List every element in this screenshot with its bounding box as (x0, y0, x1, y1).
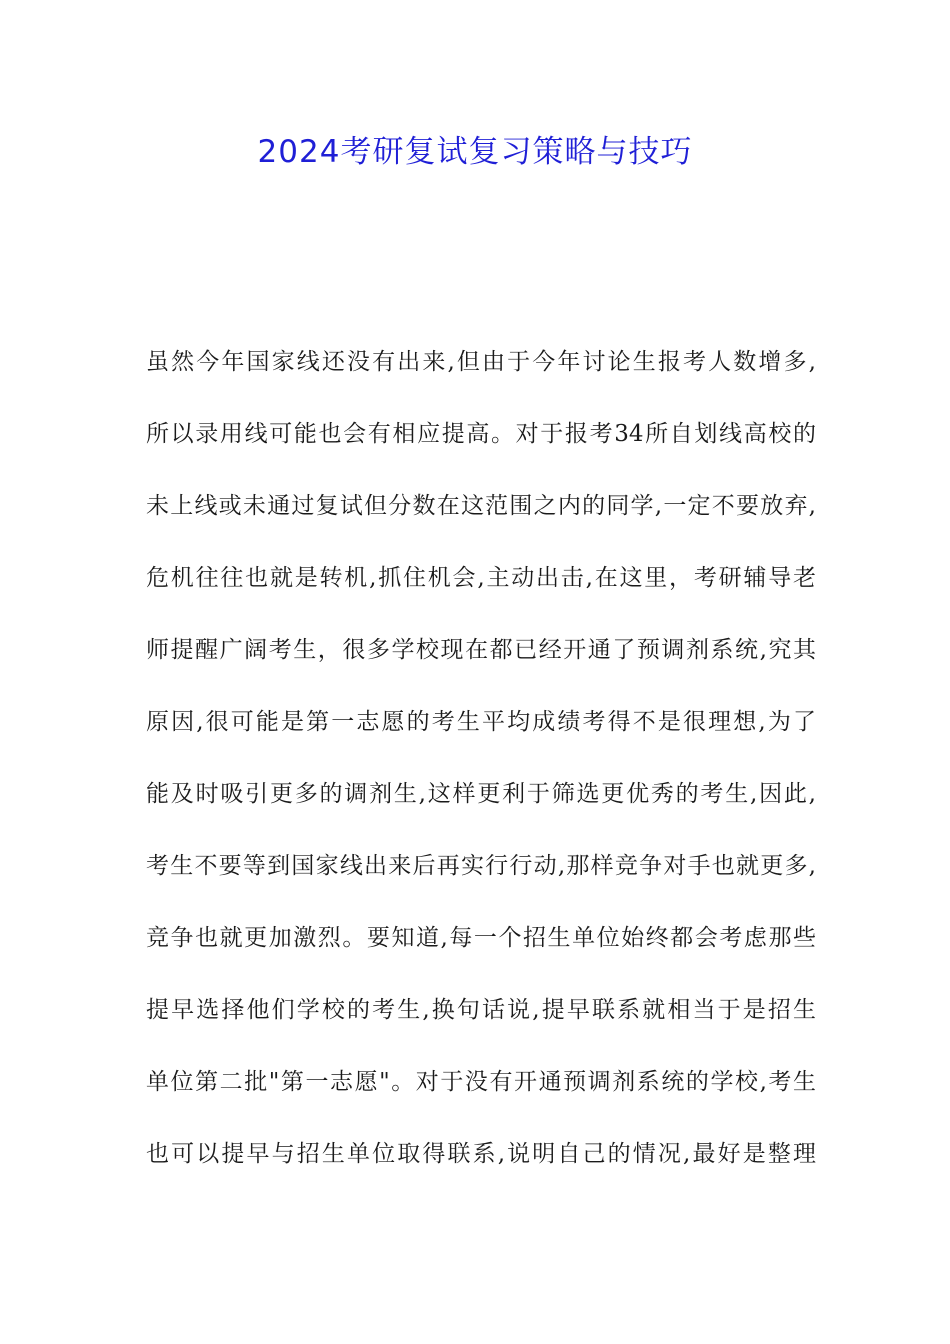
body-line: 危机往往也就是转机,抓住机会,主动出击,在这里，考研辅导老 (146, 565, 816, 591)
body-line: 所以录用线可能也会有相应提高。对于报考34所自划线高校的 (146, 421, 816, 447)
body-line: 竞争也就更加激烈。要知道,每一个招生单位始终都会考虑那些 (146, 925, 816, 951)
body-line: 能及时吸引更多的调剂生,这样更利于筛选更优秀的考生,因此, (146, 781, 816, 807)
body-line: 单位第二批"第一志愿"。对于没有开通预调剂系统的学校,考生 (146, 1069, 816, 1095)
body-line: 提早选择他们学校的考生,换句话说,提早联系就相当于是招生 (146, 997, 816, 1023)
body-line: 也可以提早与招生单位取得联系,说明自己的情况,最好是整理 (146, 1141, 816, 1167)
body-line: 考生不要等到国家线出来后再实行行动,那样竞争对手也就更多, (146, 853, 816, 879)
body-line: 师提醒广阔考生，很多学校现在都已经开通了预调剂系统,究其 (146, 637, 816, 663)
document-body (146, 340, 816, 1204)
body-line: 原因,很可能是第一志愿的考生平均成绩考得不是很理想,为了 (146, 709, 816, 735)
body-line: 未上线或未通过复试但分数在这范围之内的同学,一定不要放弃, (146, 493, 816, 519)
document-title: 2024考研复试复习策略与技巧 (257, 134, 693, 170)
body-line: 虽然今年国家线还没有出来,但由于今年讨论生报考人数增多, (146, 349, 816, 375)
